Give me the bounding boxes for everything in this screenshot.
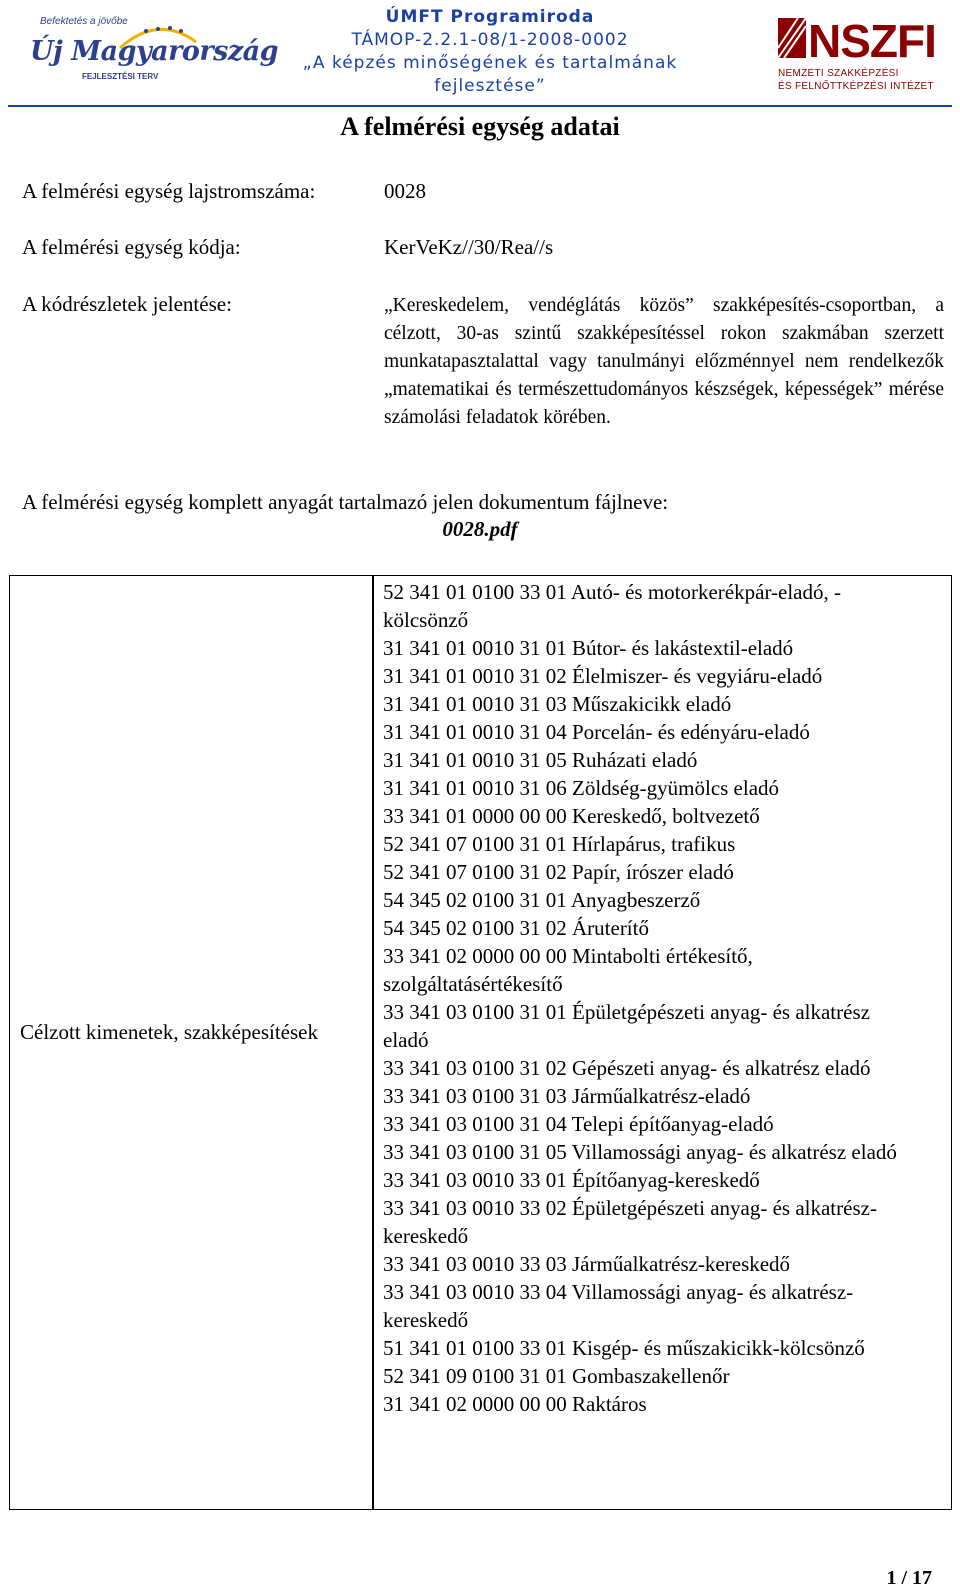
qualification-item: 31 341 01 0010 31 06 Zöldség-gyümölcs eladó [383,776,780,800]
code-value: KerVeKz//30/Rea//s [384,235,554,259]
qualification-item: 33 341 03 0010 33 01 Építőanyag-kereskedő [383,1168,760,1192]
logo-subtitle: FEJLESZTÉSI TERV [82,72,159,81]
qualification-item: 33 341 03 0010 33 04 Villamossági anyag- és alkatrész-kereskedő [383,1280,854,1332]
qualification-item: 31 341 01 0010 31 05 Ruházati eladó [383,748,698,772]
project-title-line1: „A képzés minőségének és tartalmának [302,53,678,73]
qualification-item: 33 341 03 0100 31 02 Gépészeti anyag- és alkatrész eladó [383,1056,871,1080]
qualification-item: 52 341 09 0100 31 01 Gombaszakellenőr [383,1364,730,1388]
logo-tagline: Befektetés a jövőbe [40,16,128,27]
qualification-item: 33 341 01 0000 00 00 Kereskedő, boltvezető [383,804,760,828]
qualification-item: 54 345 02 0100 31 01 Anyagbeszerző [383,888,701,912]
meaning-value: „Kereskedelem, vendéglátás közös” szakképesítés-csoportban, a célzott, 30-as szintű szakképesítéssel rokon szakmában szerzett munkatapasztalattal vagy tanulmányi előzménnyel nem rendelkezők „matematikai és természettudományos készségek, képességek” mérése számolási feladatok körében. [384,295,944,428]
page-title: A felmérési egység adatai [340,112,620,141]
program-office: ÚMFT Programiroda [385,7,595,27]
reg-number-label: A felmérési egység lajstromszáma: [22,179,316,203]
page-header [0,0,960,108]
qualification-item: 33 341 02 0000 00 00 Mintabolti értékesítő, szolgáltatásértékesítő [383,944,753,996]
table-divider [372,576,374,1509]
logo-name: Új Magyarország [30,36,279,67]
nszfi-line2: ÉS FELNŐTTKÉPZÉSI INTÉZET [778,81,934,92]
qualification-item: 31 341 01 0010 31 02 Élelmiszer- és vegyiáru-eladó [383,664,823,688]
document-filename: 0028.pdf [442,517,518,541]
qualification-item: 52 341 01 0100 33 01 Autó- és motorkerékpár-eladó, -kölcsönző [383,580,841,632]
uj-magyarorszag-logo [30,8,279,90]
page-number: 1 / 17 [886,1567,932,1589]
program-code: TÁMOP-2.2.1-08/1-2008-0002 [351,30,629,50]
nszfi-name: NSZFI [808,15,936,67]
project-title-line2: fejlesztése” [434,76,546,96]
code-label: A felmérési egység kódja: [22,235,241,259]
target-outputs-table [9,575,952,1510]
qualification-list [383,578,913,1418]
program-header [290,6,690,98]
qualification-item: 31 341 01 0010 31 01 Bútor- és lakástextil-eladó [383,636,794,660]
qualification-item: 51 341 01 0100 33 01 Kisgép- és műszakicikk-kölcsönző [383,1336,865,1360]
qualification-item: 52 341 07 0100 31 01 Hírlapárus, trafikus [383,832,736,856]
qualification-item: 33 341 03 0100 31 04 Telepi építőanyag-eladó [383,1112,774,1136]
qualification-item: 31 341 02 0000 00 00 Raktáros [383,1392,647,1416]
qualification-item: 33 341 03 0100 31 05 Villamossági anyag- és alkatrész eladó [383,1140,897,1164]
qualification-item: 33 341 03 0010 33 02 Épületgépészeti anyag- és alkatrész-kereskedő [383,1196,877,1248]
qualification-item: 52 341 07 0100 31 02 Papír, írószer eladó [383,860,734,884]
meaning-label: A kódrészletek jelentése: [22,292,232,316]
nszfi-mark-icon [778,18,806,58]
reg-number-value: 0028 [384,179,426,203]
header-rule [8,105,952,107]
nszfi-line1: NEMZETI SZAKKÉPZÉSI [778,68,899,79]
qualification-item: 33 341 03 0100 31 03 Járműalkatrész-eladó [383,1084,751,1108]
qualification-item: 33 341 03 0100 31 01 Épületgépészeti anyag- és alkatrész eladó [383,1000,870,1052]
qualification-item: 31 341 01 0010 31 03 Műszakicikk eladó [383,692,732,716]
qualification-item: 54 345 02 0100 31 02 Áruterítő [383,916,649,940]
target-outputs-label: Célzott kimenetek, szakképesítések [20,1020,318,1044]
qualification-item: 33 341 03 0010 33 03 Járműalkatrész-kereskedő [383,1252,791,1276]
qualification-item: 31 341 01 0010 31 04 Porcelán- és edényáru-eladó [383,720,810,744]
document-filename-label: A felmérési egység komplett anyagát tartalmazó jelen dokumentum fájlneve: [22,490,669,514]
nszfi-logo [778,10,953,90]
